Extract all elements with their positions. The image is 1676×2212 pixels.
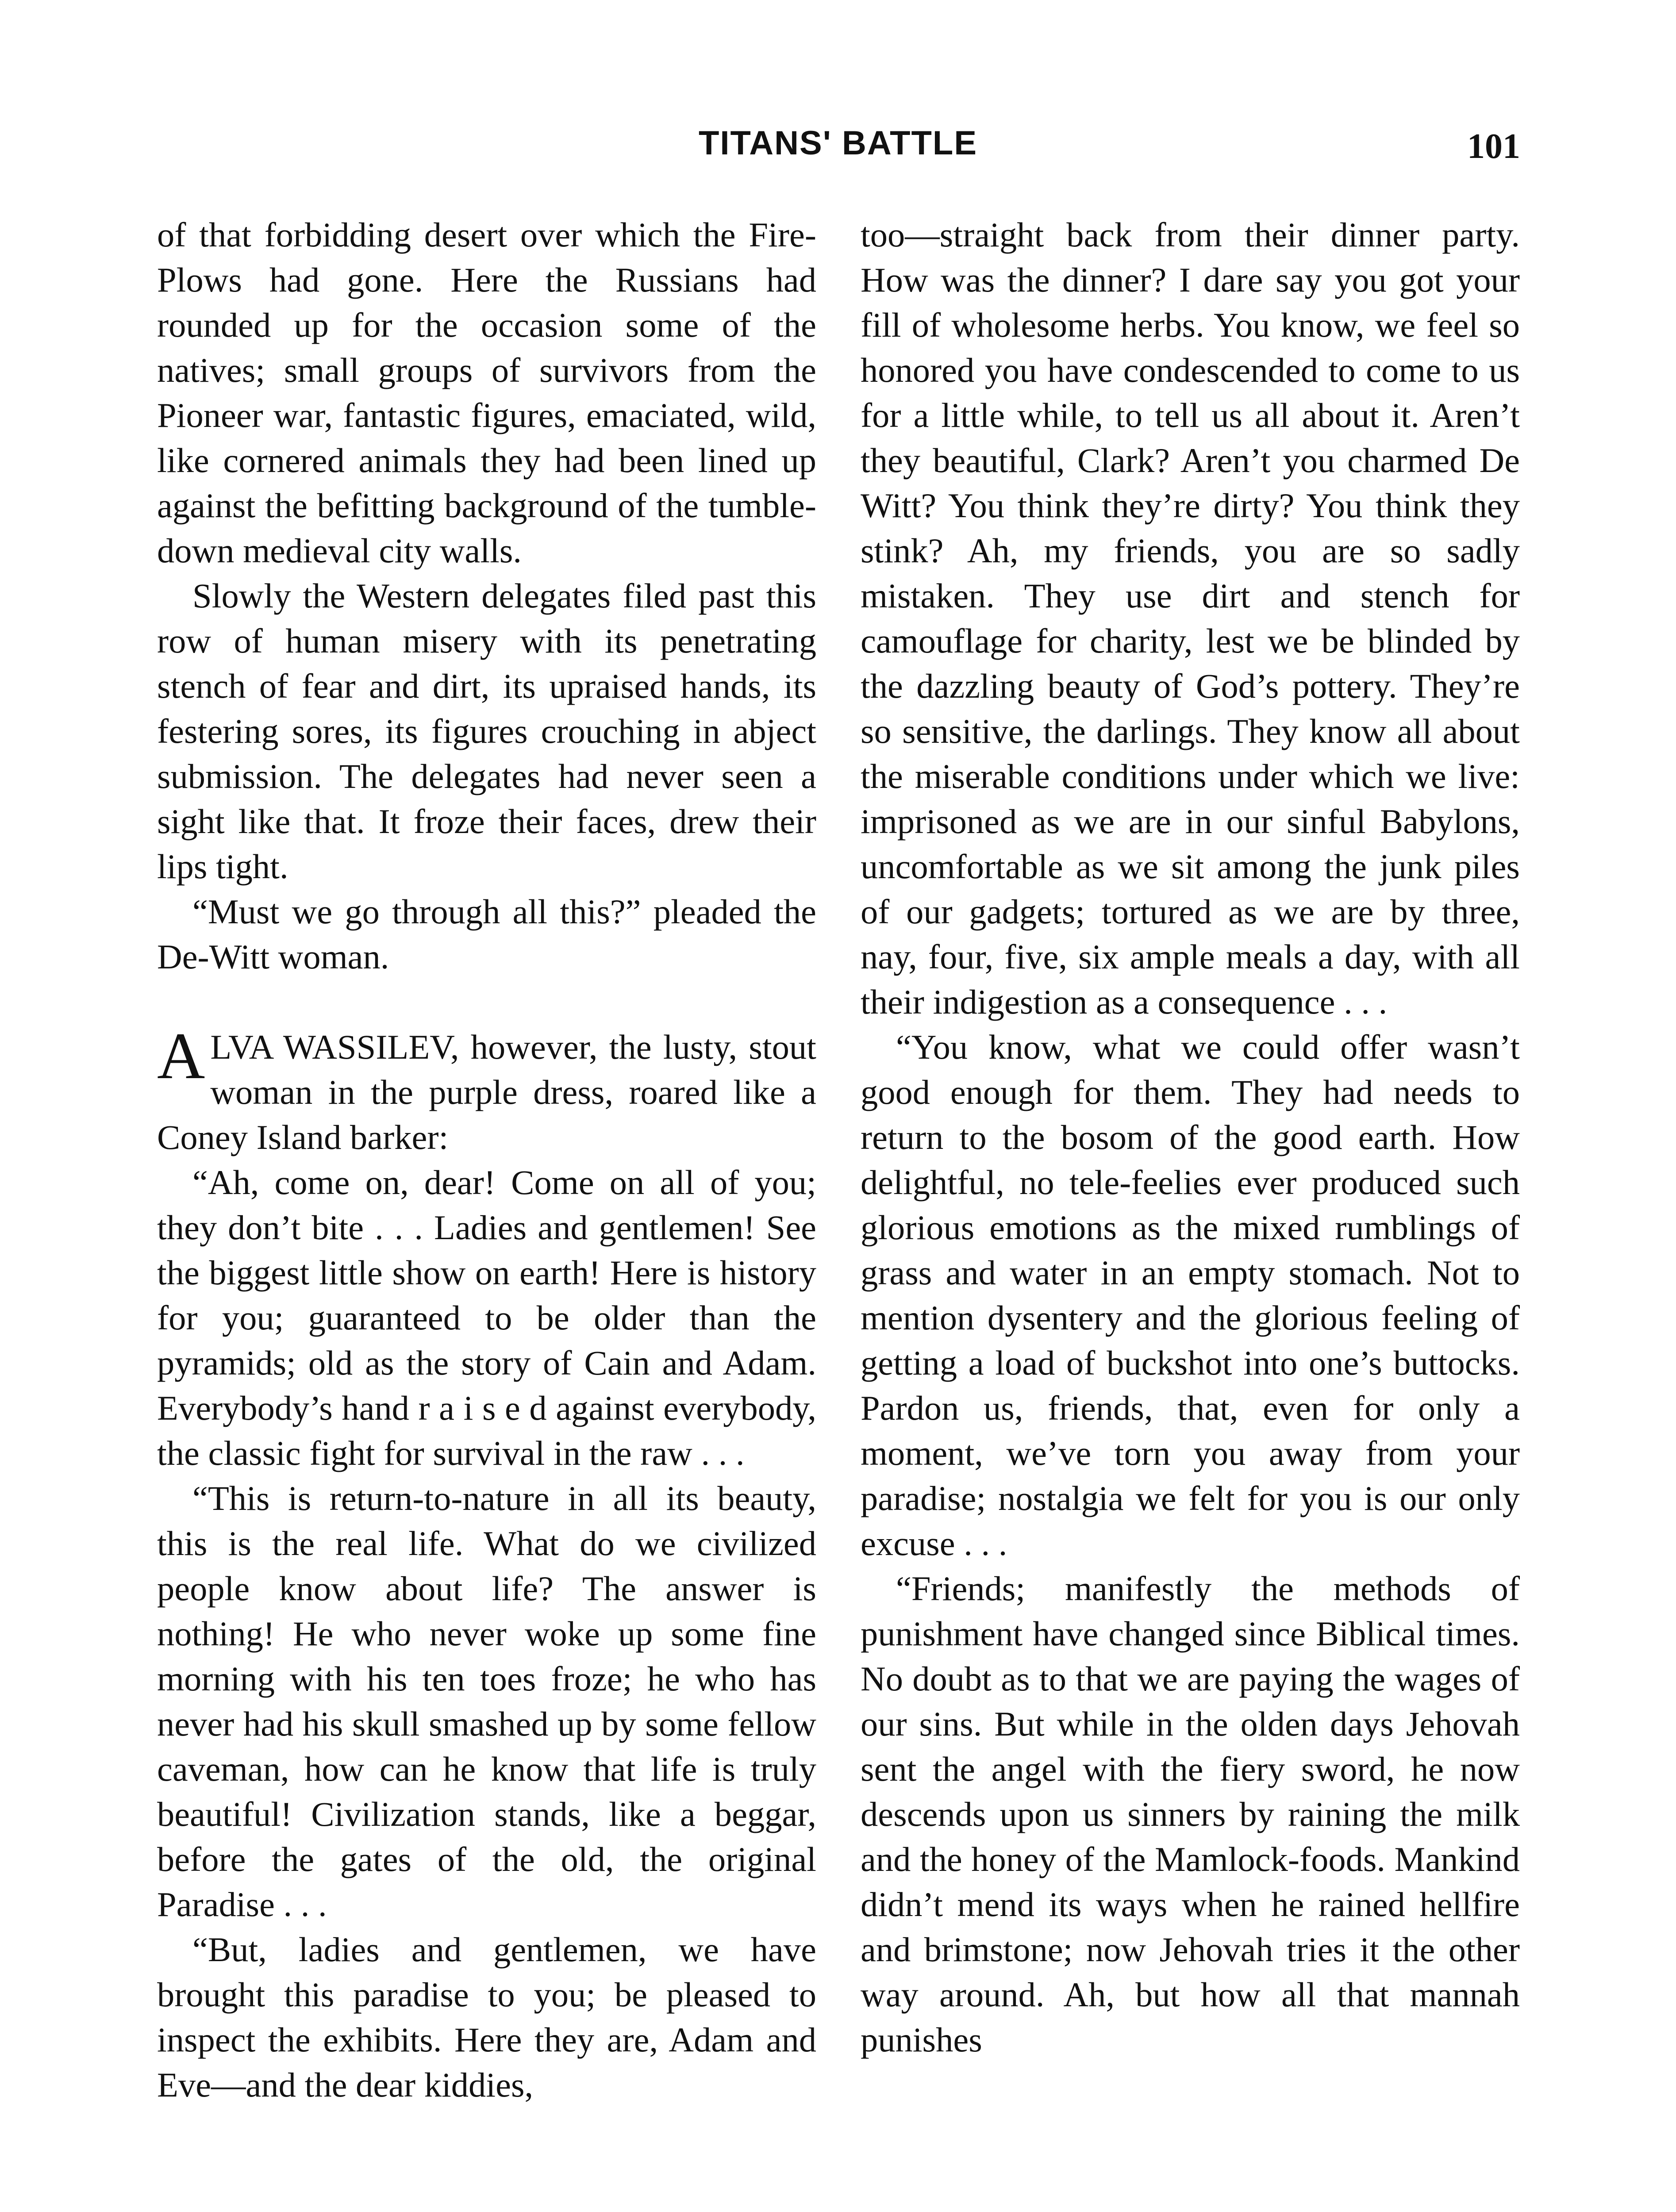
paragraph: too—straight back from their dinner party. How was the dinner? I dare say you got your fill of wholesome herbs. You know, we feel so honored you have condescended to come to us for a little while, to tell us all about it. Aren’t they beautiful, Clark? Aren’t you charmed De Witt? You think they’re dirty? You think they stink? Ah, my friends, you are so sadly mistaken. They use dirt and stench for camouflage for charity, lest we be blinded by the dazzling beauty of God’s pottery. They’re so sensitive, the darlings. They know all about the miserable conditions under which we live: imprisoned as we are in our sinful Babylons, uncomfortable as we sit among the junk piles of our gadgets; tortured as we are by three, nay, four, five, six ample meals a day, with all their indigestion as a consequence . . . (861, 215, 1520, 1021)
paragraph: “But, ladies and gentlemen, we have brought this paradise to you; be pleased to inspect the exhibits. Here they are, Adam and Eve—and the dear kiddies, (157, 1930, 816, 2104)
paragraph: Slowly the Western delegates filed past this row of human misery with its penetrating stench of fear and dirt, its upraised hands, its festering sores, its figures crouching in abject submission. The delegates had never seen a sight like that. It froze their faces, drew their lips tight. (157, 576, 816, 886)
paragraph: “This is return-to-nature in all its beauty, this is the real life. What do we civilized people know about life? The answer is nothing! He who never woke up some fine morning with his ten toes froze; he who has never had his skull smashed up by some fellow caveman, how can he know that life is truly beautiful! Civilization stands, like a beggar, before the gates of the old, the original Paradise . . . (157, 1479, 816, 1924)
right-column (861, 212, 1520, 2062)
left-column (157, 212, 816, 2108)
drop-cap: A (157, 1019, 205, 1093)
running-title: TITANS' BATTLE (698, 124, 978, 162)
paragraph: of that forbidding desert over which the Fire-Plows had gone. Here the Russians had rounded up for the occasion some of the natives; small groups of survivors from the Pioneer war, fantastic figures, emaciated, wild, like cornered animals they had been lined up against the befitting background of the tumble-down medieval city walls. (157, 215, 816, 570)
paragraph: “Must we go through all this?” pleaded the De-Witt woman. (157, 892, 816, 976)
section-opening-paragraph (157, 1019, 816, 1160)
paragraph: “Friends; manifestly the methods of punishment have changed since Biblical times. No doubt as to that we are paying the wages of our sins. But while in the olden days Jehovah sent the angel with the fiery sword, he now descends upon us sinners by raining the milk and the honey of the Mamlock-foods. Mankind didn’t mend its ways when he rained hellfire and brimstone; now Jehovah tries it the other way around. Ah, but how all that mannah punishes (861, 1569, 1520, 2059)
page-header (0, 124, 1676, 177)
paragraph: “You know, what we could offer wasn’t good enough for them. They had needs to return to the bosom of the good earth. How delightful, no tele-feelies ever produced such glorious emotions as the mixed rumblings of grass and water in an empty stomach. Not to mention dysentery and the glorious feeling of getting a load of buckshot into one’s buttocks. Pardon us, friends, that, even for only a moment, we’ve torn you away from your paradise; nostalgia we felt for you is our only excuse . . . (861, 1028, 1520, 1563)
page-number: 101 (1467, 127, 1520, 166)
section-opening-text: LVA WASSILEV, however, the lusty, stout woman in the purple dress, roared like a Coney Island barker: (157, 1028, 816, 1156)
paragraph: “Ah, come on, dear! Come on all of you; they don’t bite . . . Ladies and gentlemen! See the biggest little show on earth! Here is history for you; guaranteed to be older than the pyramids; old as the story of Cain and Adam. Everybody’s hand r a i s e d against everybody, the classic fight for survival in the raw . . . (157, 1163, 816, 1472)
